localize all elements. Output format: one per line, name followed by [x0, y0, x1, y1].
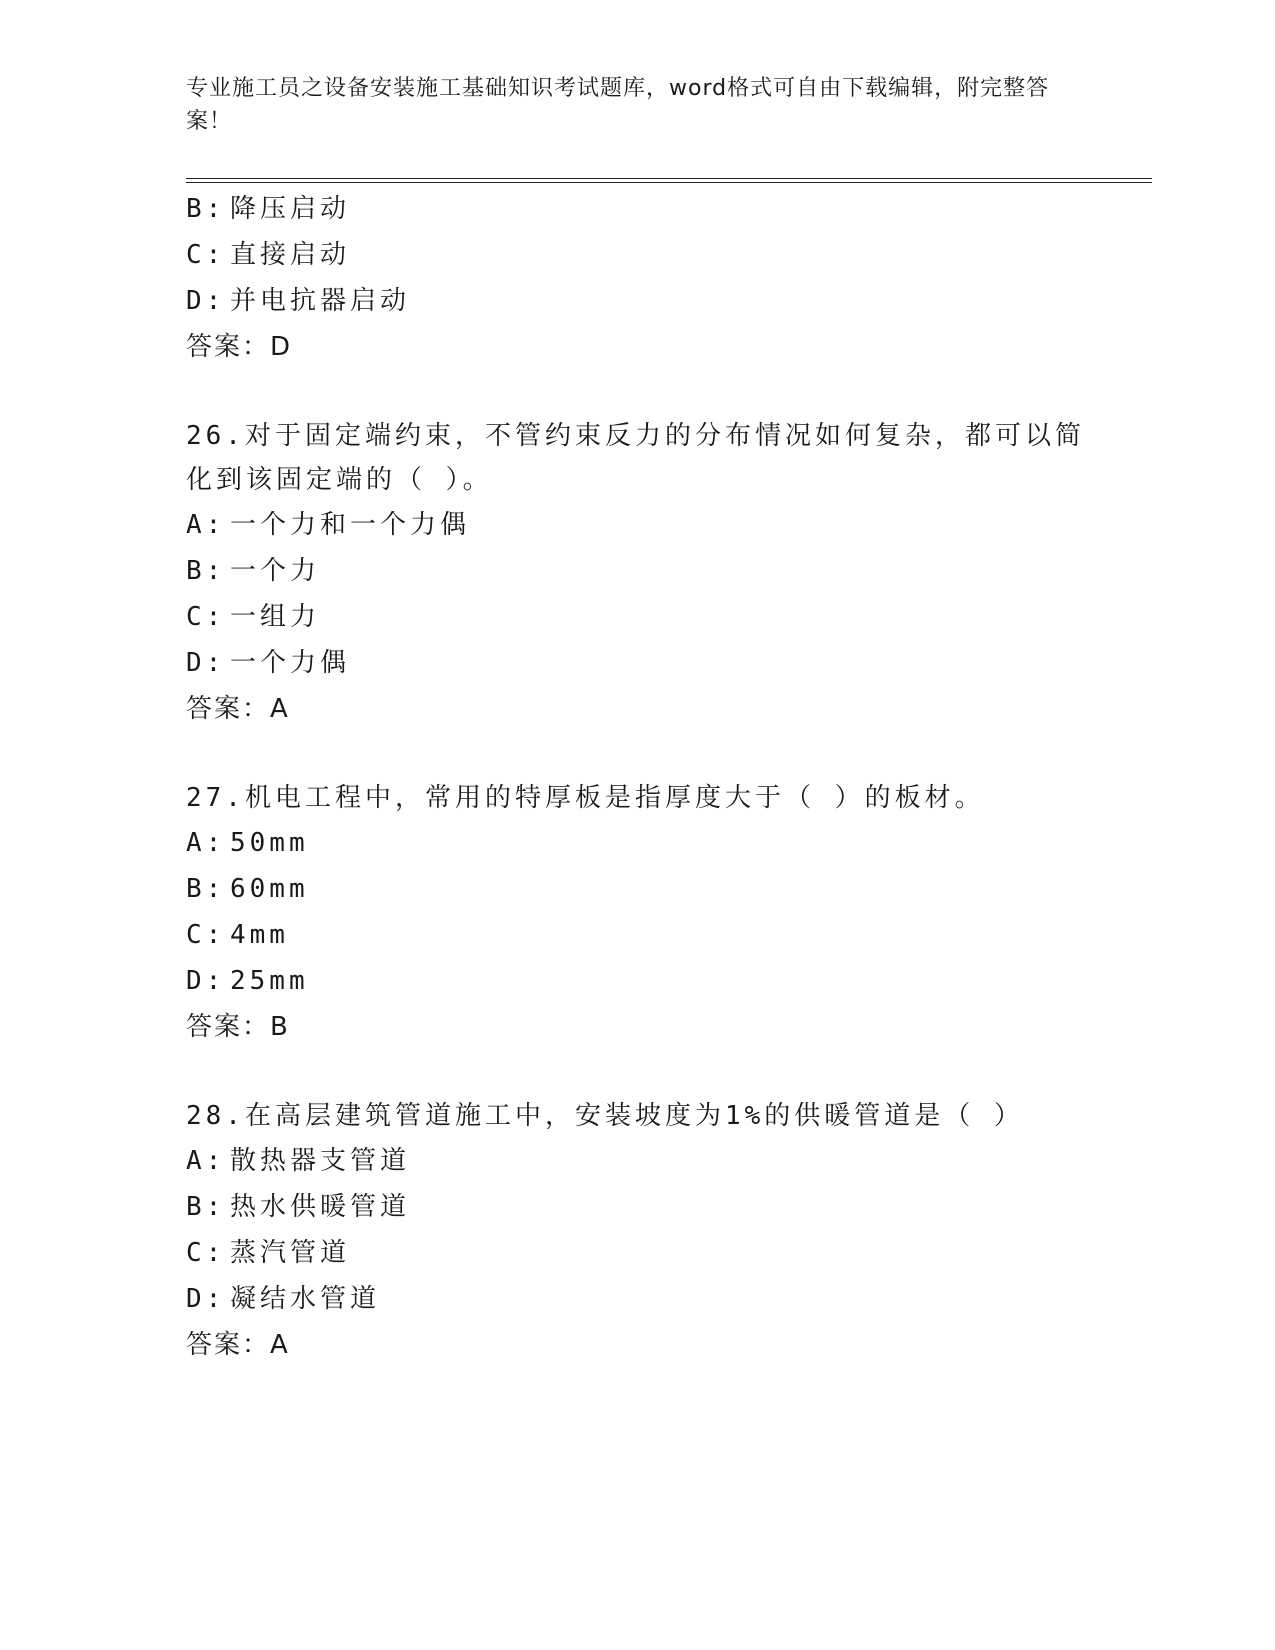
option-a [186, 1138, 1106, 1184]
option-a [186, 502, 1106, 548]
option-text: 热水供暖管道 [230, 1192, 411, 1222]
option-d [186, 640, 1106, 686]
spacer [186, 732, 1106, 776]
option-text: 降压启动 [230, 194, 351, 224]
option-text: 4mm [230, 920, 289, 950]
answer-line: 答案：D [186, 332, 293, 362]
option-text: 并电抗器启动 [230, 286, 411, 316]
option-b [186, 866, 1106, 912]
option-key: B: [186, 1192, 226, 1222]
header-rule-top [186, 178, 1152, 179]
option-key: C: [186, 1238, 226, 1268]
answer-line: 答案：B [186, 1012, 290, 1042]
answer-line: 答案：A [186, 694, 290, 724]
option-text: 一个力和一个力偶 [230, 510, 471, 540]
option-key: C: [186, 240, 226, 270]
option-c [186, 912, 1106, 958]
question-block-28 [186, 1094, 1106, 1368]
option-text: 60mm [230, 874, 309, 904]
question-text: 26.对于固定端约束，不管约束反力的分布情况如何复杂，都可以简化到该固定端的（ ）。 [186, 421, 1085, 495]
option-d [186, 958, 1106, 1004]
option-text: 凝结水管道 [230, 1284, 381, 1314]
option-text: 一个力偶 [230, 648, 351, 678]
option-d [186, 278, 1106, 324]
question-block-26 [186, 414, 1106, 732]
option-b [186, 1184, 1106, 1230]
option-text: 蒸汽管道 [230, 1238, 351, 1268]
question-block-prev [186, 186, 1106, 370]
option-key: C: [186, 920, 226, 950]
question-block-27 [186, 776, 1106, 1050]
option-key: D: [186, 1284, 226, 1314]
option-c [186, 1230, 1106, 1276]
option-a [186, 820, 1106, 866]
option-text: 一个力 [230, 556, 321, 586]
option-key: B: [186, 194, 226, 224]
option-c [186, 594, 1106, 640]
option-text: 25mm [230, 966, 309, 996]
option-d [186, 1276, 1106, 1322]
option-key: A: [186, 510, 226, 540]
spacer [186, 1050, 1106, 1094]
question-list [186, 186, 1106, 1368]
spacer [186, 370, 1106, 414]
question-text: 27.机电工程中，常用的特厚板是指厚度大于（ ）的板材。 [186, 783, 985, 813]
option-key: D: [186, 648, 226, 678]
option-key: B: [186, 556, 226, 586]
option-b [186, 186, 1106, 232]
option-key: B: [186, 874, 226, 904]
option-key: D: [186, 966, 226, 996]
option-key: C: [186, 602, 226, 632]
question-text: 28.在高层建筑管道施工中，安装坡度为1%的供暖管道是（ ） [186, 1101, 1024, 1131]
option-b [186, 548, 1106, 594]
option-text: 直接启动 [230, 240, 351, 270]
option-key: A: [186, 1146, 226, 1176]
option-text: 散热器支管道 [230, 1146, 411, 1176]
option-key: D: [186, 286, 226, 316]
document-header: 专业施工员之设备安装施工基础知识考试题库，word格式可自由下载编辑，附完整答案！ [186, 76, 1050, 134]
header-rule-bottom [186, 182, 1152, 183]
option-key: A: [186, 828, 226, 858]
option-c [186, 232, 1106, 278]
option-text: 50mm [230, 828, 309, 858]
answer-line: 答案：A [186, 1330, 290, 1360]
option-text: 一组力 [230, 602, 321, 632]
